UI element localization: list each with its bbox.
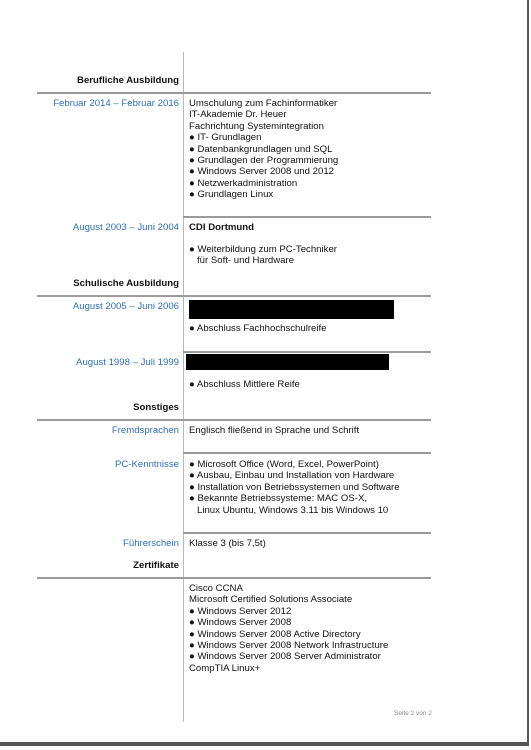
section-rule: [37, 92, 431, 94]
entry-details: [189, 222, 254, 233]
entry-line: ● Windows Server 2008 Active Directory: [189, 628, 361, 640]
entry-date: Februar 2014 – Februar 2016: [53, 98, 179, 109]
entry-line: Englisch fließend in Sprache und Schrift: [189, 425, 360, 436]
entry-date: August 2003 – Juni 2004: [72, 222, 179, 233]
entry-date: August 2005 – Juni 2006: [72, 301, 179, 312]
entry-line: Microsoft Certified Solutions Associate: [189, 594, 353, 606]
entry-line: Linux Ubuntu, Windows 3.11 bis Windows 10: [189, 504, 389, 516]
section-rule: [37, 295, 431, 297]
label-fremdsprachen: Fremdsprachen: [111, 425, 179, 436]
section-heading-berufliche-ausbildung: Berufliche Ausbildung: [77, 75, 179, 86]
entry-line: ● Grundlagen Linux: [189, 189, 274, 201]
entry-line: ● Windows Server 2008 und 2012: [189, 166, 334, 178]
entry-line: ● Windows Server 2012: [189, 605, 292, 617]
redaction-bar: [186, 354, 389, 370]
entry-line: ● Abschluss Mittlere Reife: [189, 379, 300, 390]
entry-details: [189, 323, 327, 334]
entry-line: ● Abschluss Fachhochschulreife: [189, 323, 327, 334]
entry-line: ● Datenbankgrundlagen und SQL: [189, 143, 333, 155]
page-number: Seite 2 von 2: [394, 710, 432, 717]
entry-line: ● Microsoft Office (Word, Excel, PowerPoint): [189, 459, 379, 470]
entry-line: CompTIA Linux+: [189, 662, 261, 674]
column-divider: [183, 52, 184, 722]
redaction-bar: [189, 300, 394, 319]
section-rule: [37, 577, 431, 579]
entry-line: für Soft- und Hardware: [189, 255, 295, 267]
entry-line: ● Installation von Betriebssystemen und Software: [189, 481, 400, 493]
entry-line: ● Windows Server 2008: [189, 617, 292, 629]
entry-line: Fachrichtung Systemintegration: [189, 120, 324, 132]
zertifikate-list: [189, 583, 388, 674]
entry-line: ● Windows Server 2008 Network Infrastructure: [189, 640, 389, 652]
section-heading-zertifikate: Zertifikate: [133, 560, 179, 571]
section-heading-sonstiges: Sonstiges: [133, 402, 179, 413]
entry-rule: [183, 351, 431, 353]
entry-rule: [183, 452, 431, 454]
entry-line: ● Bekannte Betriebssysteme: MAC OS-X,: [189, 493, 368, 505]
entry-line: ● Windows Server 2008 Server Administrator: [189, 651, 381, 663]
entry-line: Klasse 3 (bis 7,5t): [189, 538, 266, 549]
label-pc-kenntnisse: PC-Kenntnisse: [115, 459, 179, 470]
entry-title: CDI Dortmund: [189, 222, 255, 233]
pc-kenntnisse-list: [189, 459, 400, 516]
entry-details: [189, 244, 337, 267]
entry-line: Cisco CCNA: [189, 583, 243, 594]
entry-line: Umschulung zum Fachinformatiker: [189, 98, 338, 109]
section-rule: [37, 419, 431, 421]
entry-rule: [183, 216, 431, 218]
entry-rule: [183, 532, 431, 534]
entry-details: [189, 379, 300, 390]
entry-details: [189, 98, 338, 201]
entry-line: ● Ausbau, Einbau und Installation von Hardware: [189, 470, 395, 482]
entry-date: August 1998 – Juli 1999: [76, 357, 179, 368]
section-heading-schulische-ausbildung: Schulische Ausbildung: [73, 278, 179, 289]
fremdsprachen-value: [189, 425, 359, 436]
entry-line: ● IT- Grundlagen: [189, 132, 262, 144]
entry-line: ● Weiterbildung zum PC-Techniker: [189, 244, 337, 255]
entry-line: IT-Akademie Dr. Heuer: [189, 109, 287, 121]
entry-line: ● Grundlagen der Programmierung: [189, 155, 339, 167]
entry-line: ● Netzwerkadministration: [189, 177, 298, 189]
label-fuehrerschein: Führerschein: [123, 538, 179, 549]
fuehrerschein-value: [189, 538, 266, 549]
